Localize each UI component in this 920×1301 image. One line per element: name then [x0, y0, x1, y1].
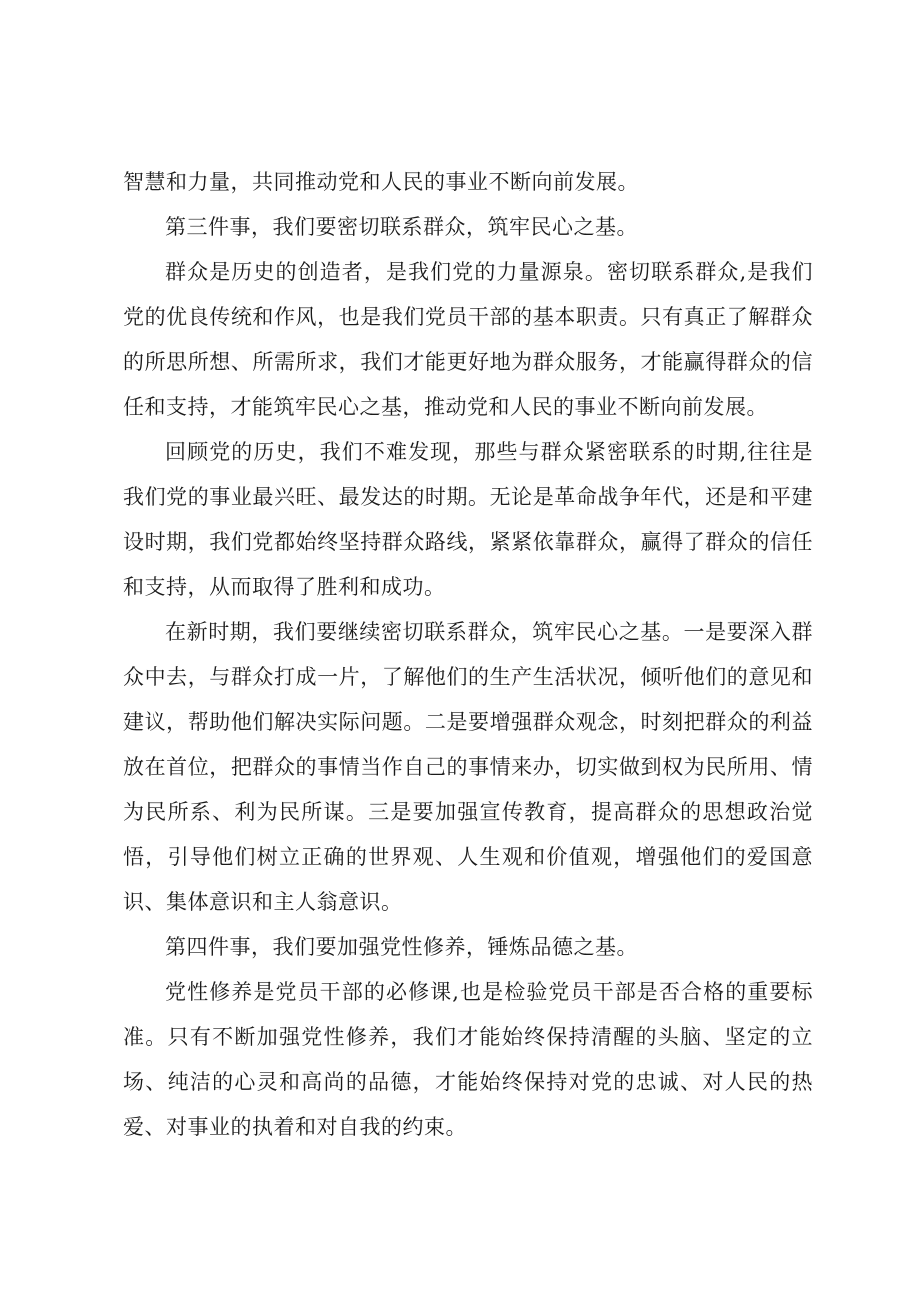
- paragraph-new-era: 在新时期，我们要继续密切联系群众，筑牢民心之基。一是要深入群众中去，与群众打成一片，了解他们的生产生活状况，倾听他们的意见和建议，帮助他们解决实际问题。二是要增强群众观念，时刻把群众的利益放在首位，把群众的事情当作自己的事情来办，切实做到权为民所用、情为民所系、利为民所谋。三是要加强宣传教育，提高群众的思想政治觉悟，引导他们树立正确的世界观、人生观和价值观，增强他们的爱国意识、集体意识和主人翁意识。: [123, 620, 813, 914]
- paragraph-continuation: 智慧和力量，共同推动党和人民的事业不断向前发展。: [123, 170, 639, 194]
- section-heading-third-matter: 第三件事，我们要密切联系群众，筑牢民心之基。: [165, 215, 638, 239]
- paragraph-party-history: 回顾党的历史，我们不难发现，那些与群众紧密联系的时期,往往是我们党的事业最兴旺、最发达的时期。无论是革命战争年代，还是和平建设时期，我们党都始终坚持群众路线，紧紧依靠群众，赢得了群众的信任和支持，从而取得了胜利和成功。: [123, 440, 813, 599]
- paragraph-party-spirit: 党性修养是党员干部的必修课,也是检验党员干部是否合格的重要标准。只有不断加强党性修养，我们才能始终保持清醒的头脑、坚定的立场、纯洁的心灵和高尚的品德，才能始终保持对党的忠诚、对人民的热爱、对事业的执着和对自我的约束。: [123, 980, 813, 1139]
- section-heading-fourth-matter: 第四件事，我们要加强党性修养，锤炼品德之基。: [165, 935, 638, 959]
- paragraph-masses-source: 群众是历史的创造者，是我们党的力量源泉。密切联系群众,是我们党的优良传统和作风，也是我们党员干部的基本职责。只有真正了解群众的所思所想、所需所求，我们才能更好地为群众服务，才能赢得群众的信任和支持，才能筑牢民心之基，推动党和人民的事业不断向前发展。: [123, 260, 813, 419]
- document-body: [123, 160, 813, 1150]
